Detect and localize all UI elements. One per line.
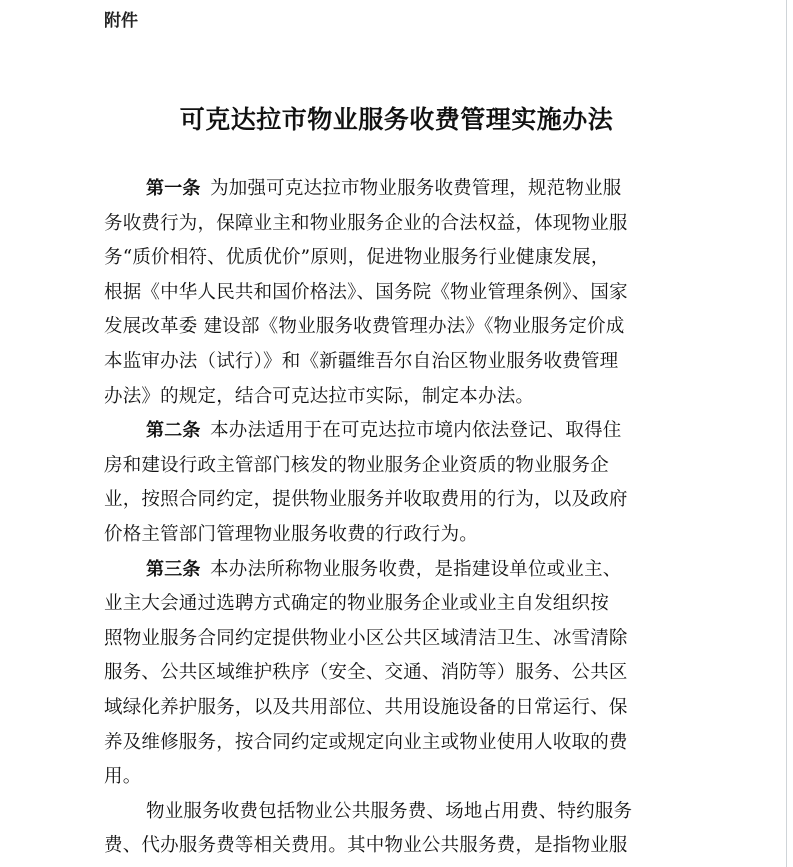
article-number: 第一条 — [146, 178, 201, 199]
line-text: 服务、公共区域维护秩序（安全、交通、消防等）服务、公共区 — [104, 662, 628, 684]
article-spacer — [201, 420, 210, 441]
line-text: 域绿化养护服务，以及共用部位、共用设施设备的日常运行、保 — [104, 696, 628, 718]
line-text: 养及维修服务，按合同约定或规定向业主或物业使用人收取的费 — [104, 731, 628, 753]
text-line — [104, 726, 704, 761]
text-line — [104, 622, 704, 657]
line-text: 本办法适用于在可克达拉市境内依法登记、取得住 — [210, 420, 622, 442]
text-line — [104, 587, 704, 622]
line-text: 务“质价相符、优质优价”原则，促进物业服务行业健康发展， — [104, 247, 610, 269]
document-body — [104, 172, 704, 864]
line-text: 业主大会通过选聘方式确定的物业服务企业或业主自发组织按 — [104, 593, 609, 615]
text-line — [104, 449, 704, 484]
line-text: 本办法所称物业服务收费，是指建设单位或业主、 — [210, 558, 622, 580]
text-line — [104, 656, 704, 691]
text-line — [104, 760, 704, 795]
line-text: 为加强可克达拉市物业服务收费管理，规范物业服 — [210, 178, 622, 199]
text-line — [104, 691, 704, 726]
line-text: 务收费行为，保障业主和物业服务企业的合法权益，体现物业服 — [104, 212, 628, 234]
line-text: 发展改革委 建设部《物业服务收费管理办法》《物业服务定价成 — [104, 316, 625, 338]
line-text: 房和建设行政主管部门核发的物业服务企业资质的物业服务企 — [104, 454, 609, 476]
text-line — [104, 795, 704, 830]
article-number: 第二条 — [146, 420, 201, 442]
text-line — [104, 345, 704, 380]
document-title: 可克达拉市物业服务收费管理实施办法 — [179, 105, 614, 134]
line-text: 用。 — [104, 766, 142, 788]
text-line — [104, 241, 704, 276]
line-text: 照物业服务合同约定提供物业小区公共区域清洁卫生、冰雪清除 — [104, 627, 628, 649]
line-text: 业，按照合同约定，提供物业服务并收取费用的行为，以及政府 — [104, 489, 628, 511]
line-text: 根据《中华人民共和国价格法》、国务院《物业管理条例》、国家 — [104, 281, 628, 303]
line-text: 办法》的规定，结合可克达拉市实际，制定本办法。 — [104, 385, 535, 407]
article-number: 第三条 — [146, 558, 201, 580]
line-text: 物业服务收费包括物业公共服务费、场地占用费、特约服务 — [146, 800, 633, 822]
text-line — [104, 414, 704, 449]
text-line — [104, 172, 704, 207]
line-text: 费、代办服务费等相关费用。其中物业公共服务费，是指物业服 — [104, 835, 628, 857]
line-text: 本监审办法（试行）》和《新疆维吾尔自治区物业服务收费管理 — [104, 350, 619, 372]
text-line — [104, 207, 704, 242]
text-line — [104, 829, 704, 864]
article-spacer — [201, 178, 210, 199]
text-line — [104, 553, 704, 588]
text-line — [104, 310, 704, 345]
line-text: 价格主管部门管理物业服务收费的行政行为。 — [104, 523, 479, 545]
text-line — [104, 380, 704, 415]
text-line — [104, 518, 704, 553]
text-line — [104, 276, 704, 311]
attachment-label: 附件 — [104, 11, 138, 31]
article-spacer — [201, 559, 210, 580]
text-line — [104, 483, 704, 518]
